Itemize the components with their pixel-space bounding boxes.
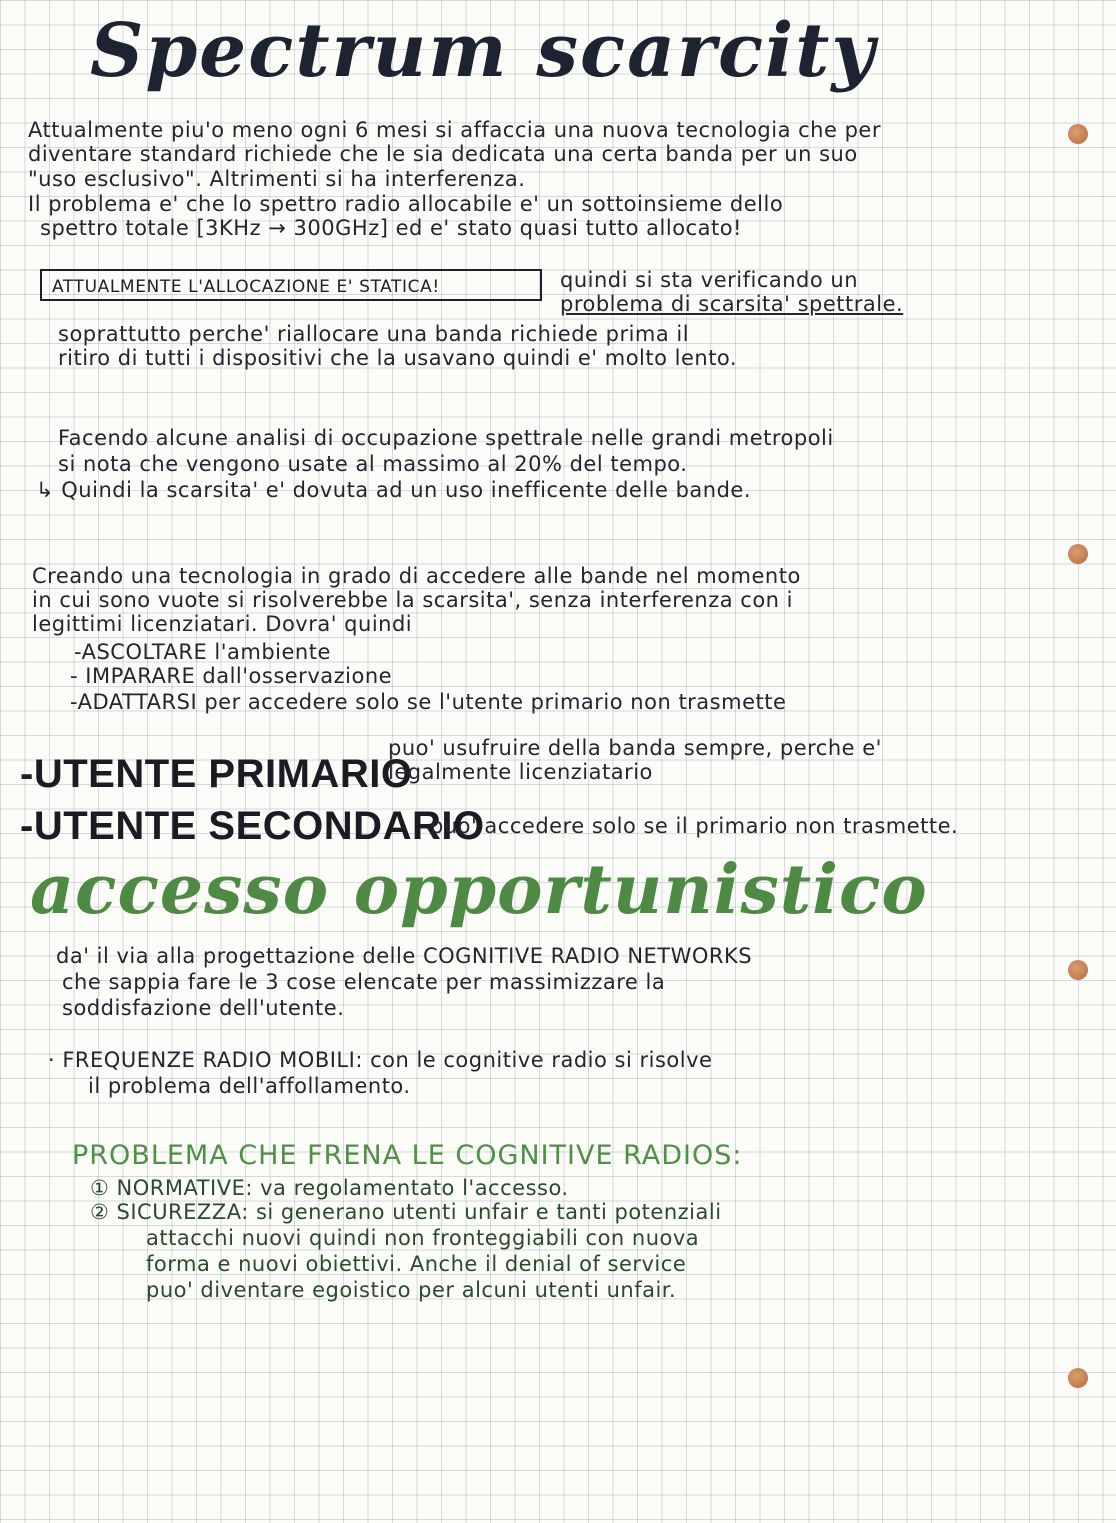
intro-line: Il problema e' che lo spettro radio allocabile e' un sottoinsieme dello [28, 192, 784, 216]
analysis-line: si nota che vengono usate al massimo al 20% del tempo. [58, 452, 688, 476]
cognitive-line: che sappia fare le 3 cose elencate per massimizzare la [62, 970, 666, 994]
reallocation-line: soprattutto perche' riallocare una banda richiede prima il [58, 322, 690, 346]
secondary-user-desc: puo' accedere solo se il primario non trasmette. [430, 814, 959, 838]
intro-line: diventare standard richiede che le sia dedicata una certa banda per un suo [28, 142, 858, 166]
intro-line: Attualmente piu'o meno ogni 6 mesi si affaccia una nuova tecnologia che per [28, 118, 881, 142]
problem-line: ① NORMATIVE: va regolamentato l'accesso. [90, 1176, 569, 1200]
mobile-line: il problema dell'affollamento. [88, 1074, 411, 1098]
static-allocation-box: ATTUALMENTE L'ALLOCAZIONE E' STATICA! [40, 269, 542, 301]
primary-user-label: -UTENTE PRIMARIO [20, 752, 413, 796]
primary-user-desc: puo' usufruire della banda sempre, perche e' [388, 736, 882, 760]
mobile-line: · FREQUENZE RADIO MOBILI: con le cognitive radio si risolve [48, 1048, 713, 1072]
intro-line: "uso esclusivo". Altrimenti si ha interferenza. [28, 167, 526, 191]
binder-hole [1068, 544, 1088, 564]
box-followup-line: quindi si sta verificando un [560, 268, 859, 292]
reallocation-line: ritiro di tutti i dispositivi che la usavano quindi e' molto lento. [58, 346, 738, 370]
problem-line: attacchi nuovi quindi non fronteggiabili con nuova [146, 1226, 700, 1250]
intro-line: spettro totale [3KHz → 300GHz] ed e' stato quasi tutto allocato! [40, 216, 742, 240]
primary-user-desc: legalmente licenziatario [388, 760, 653, 784]
page-title: Spectrum scarcity [90, 8, 877, 94]
technology-line: legittimi licenziatari. Dovra' quindi [32, 612, 413, 636]
analysis-line: Facendo alcune analisi di occupazione spettrale nelle grandi metropoli [58, 426, 834, 450]
binder-hole [1068, 124, 1088, 144]
technology-step: -ADATTARSI per accedere solo se l'utente primario non trasmette [70, 690, 787, 714]
binder-hole [1068, 1368, 1088, 1388]
opportunistic-access-title: accesso opportunistico [30, 850, 928, 930]
problem-heading: PROBLEMA CHE FRENA LE COGNITIVE RADIOS: [72, 1140, 743, 1171]
technology-step: - IMPARARE dall'osservazione [70, 664, 393, 688]
cognitive-line: soddisfazione dell'utente. [62, 996, 345, 1020]
box-followup-line: problema di scarsita' spettrale. [560, 292, 904, 316]
problem-line: puo' diventare egoistico per alcuni utenti unfair. [146, 1278, 677, 1302]
binder-hole [1068, 960, 1088, 980]
problem-line: ② SICUREZZA: si generano utenti unfair e tanti potenziali [90, 1200, 722, 1224]
secondary-user-label: -UTENTE SECONDARIO [20, 804, 485, 848]
technology-step: -ASCOLTARE l'ambiente [74, 640, 331, 664]
problem-line: forma e nuovi obiettivi. Anche il denial of service [146, 1252, 687, 1276]
cognitive-line: da' il via alla progettazione delle COGNITIVE RADIO NETWORKS [56, 944, 753, 968]
analysis-line: ↳ Quindi la scarsita' e' dovuta ad un uso inefficente delle bande. [36, 478, 752, 502]
technology-line: in cui sono vuote si risolverebbe la scarsita', senza interferenza con i [32, 588, 793, 612]
technology-line: Creando una tecnologia in grado di accedere alle bande nel momento [32, 564, 801, 588]
